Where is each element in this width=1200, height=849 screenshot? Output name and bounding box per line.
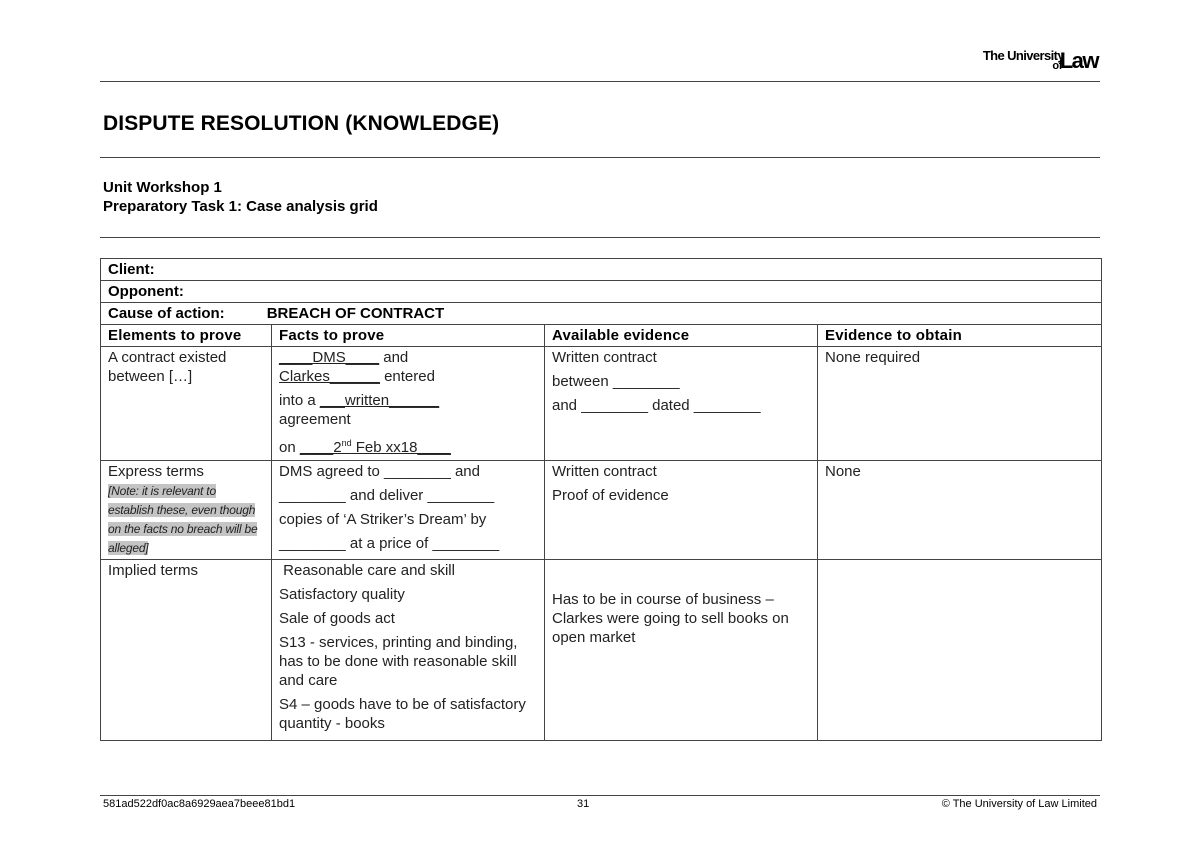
- logo-line-1: The University: [982, 48, 1064, 63]
- facts-blank-dms: ____DMS____: [279, 349, 380, 366]
- date-part: ____2: [299, 439, 342, 456]
- element-text: A contract existed between […]: [108, 349, 227, 385]
- facts-cell: [272, 347, 545, 461]
- facts-text: and: [379, 349, 409, 366]
- facts-blank-clarkes: Clarkes______: [279, 368, 380, 385]
- evidence-line: Proof of evidence: [552, 487, 669, 504]
- facts-line-1: [279, 348, 537, 367]
- evidence-text: Has to be in course of business – Clarkes were going to sell books on open market: [552, 591, 789, 646]
- facts-line: S13 - services, printing and binding, has to be done with reasonable skill and care: [279, 634, 518, 689]
- unit-heading: [103, 178, 378, 216]
- facts-blank-written: ___written______: [319, 392, 440, 409]
- facts-line-3: [279, 391, 537, 410]
- table-row: [101, 560, 1102, 741]
- facts-line: ________ at a price of ________: [279, 535, 500, 552]
- header-facts: Facts to prove: [272, 325, 545, 347]
- divider-footer: [100, 795, 1100, 796]
- element-text: Implied terms: [108, 562, 199, 579]
- client-row: [101, 259, 1102, 281]
- obtain-text: None required: [825, 349, 921, 366]
- facts-text: entered: [379, 368, 435, 385]
- divider-title: [100, 157, 1100, 158]
- obtain-text: None: [825, 463, 861, 480]
- client-label: Client:: [108, 261, 155, 278]
- footer-page-number: 31: [577, 798, 590, 810]
- logo-line-3: Law: [1059, 48, 1098, 73]
- evidence-cell: [545, 560, 818, 741]
- obtain-cell: [818, 347, 1102, 461]
- footer-copyright: © The University of Law Limited: [941, 798, 1097, 810]
- opponent-label: Opponent:: [108, 283, 184, 300]
- opponent-cell: [101, 281, 1102, 303]
- university-logo: [948, 44, 1098, 76]
- facts-cell: [272, 461, 545, 560]
- evidence-line: Written contract: [552, 349, 657, 366]
- unit-line-2: Preparatory Task 1: Case analysis grid: [103, 198, 378, 215]
- divider-unit: [100, 237, 1100, 238]
- unit-line-1: Unit Workshop 1: [103, 179, 222, 196]
- evidence-line: and ________ dated ________: [552, 397, 761, 414]
- case-analysis-grid: [100, 258, 1102, 741]
- obtain-cell: [818, 461, 1102, 560]
- note-block: [108, 481, 264, 557]
- date-part: Feb xx18____: [351, 439, 451, 456]
- facts-cell: [272, 560, 545, 741]
- opponent-row: [101, 281, 1102, 303]
- footer-document-id: 581ad522df0ac8a6929aea7beee81bd1: [103, 798, 296, 810]
- facts-line: Satisfactory quality: [279, 586, 405, 603]
- element-cell: [101, 560, 272, 741]
- obtain-cell: [818, 560, 1102, 741]
- facts-line: DMS agreed to ________ and: [279, 463, 480, 480]
- element-text: Express terms: [108, 463, 204, 480]
- table-row: [101, 347, 1102, 461]
- facts-line: Reasonable care and skill: [279, 562, 455, 579]
- cause-cell: [101, 303, 1102, 325]
- table-row: [101, 461, 1102, 560]
- facts-blank-date: [300, 439, 451, 456]
- header-elements: Elements to prove: [101, 325, 272, 347]
- facts-line: Sale of goods act: [279, 610, 395, 627]
- date-suffix: nd: [341, 438, 352, 448]
- logo-line-2: of: [1052, 60, 1062, 72]
- element-cell: [101, 461, 272, 560]
- evidence-cell: [545, 347, 818, 461]
- cause-value: BREACH OF CONTRACT: [266, 305, 445, 322]
- facts-line-2: [279, 367, 537, 386]
- header-available-evidence: Available evidence: [545, 325, 818, 347]
- element-cell: [101, 347, 272, 461]
- cause-row: [101, 303, 1102, 325]
- facts-line-4: agreement: [279, 411, 351, 428]
- header-row: [101, 325, 1102, 347]
- client-cell: [101, 259, 1102, 281]
- facts-line: S4 – goods have to be of satisfactory quantity - books: [279, 696, 526, 732]
- header-evidence-to-obtain: Evidence to obtain: [818, 325, 1102, 347]
- facts-line-5: [279, 434, 537, 457]
- evidence-cell: [545, 461, 818, 560]
- cause-label: Cause of action:: [108, 305, 225, 322]
- facts-line: ________ and deliver ________: [279, 487, 495, 504]
- page-title: DISPUTE RESOLUTION (KNOWLEDGE): [103, 112, 500, 135]
- evidence-line: between ________: [552, 373, 680, 390]
- evidence-line: Written contract: [552, 463, 657, 480]
- note-text: [Note: it is relevant to establish these, even though on the facts no breach will be alleged]: [108, 484, 258, 555]
- facts-line: copies of ‘A Striker’s Dream’ by: [279, 511, 487, 528]
- divider-top: [100, 81, 1100, 82]
- facts-text: on: [279, 439, 300, 456]
- facts-text: into a: [279, 392, 320, 409]
